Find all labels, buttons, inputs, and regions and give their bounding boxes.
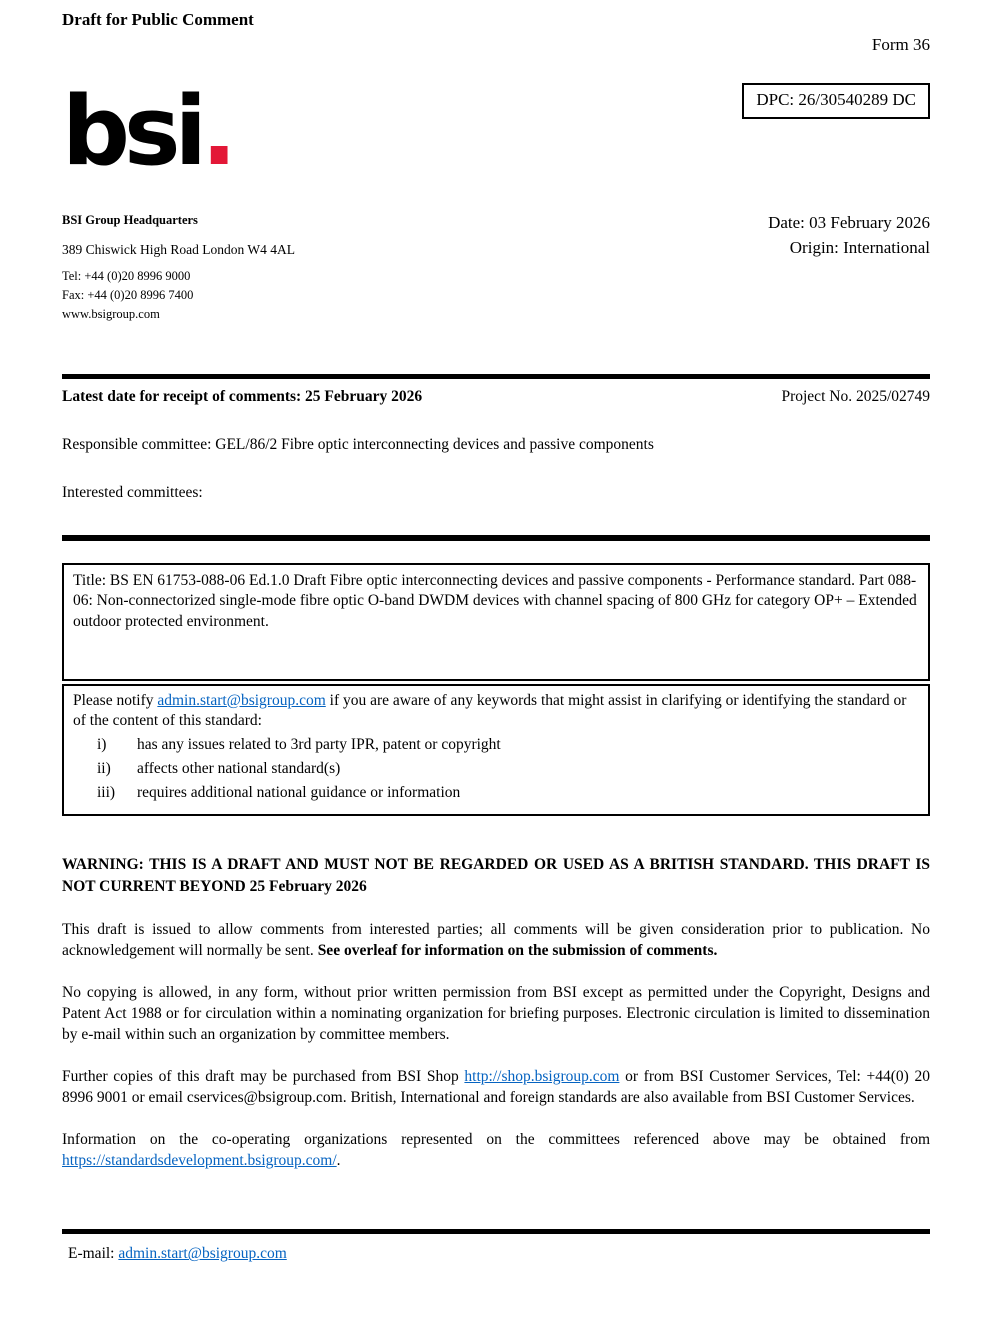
- notify-text-post: if you are aware of any keywords that might assist in clarifying or identifying the standard or of the content of this standard:: [73, 691, 907, 730]
- draft-issued-paragraph: [62, 919, 930, 961]
- top-row: [62, 10, 930, 30]
- list-item: [73, 735, 919, 756]
- no-copying-paragraph: No copying is allowed, in any form, without prior written permission from BSI except as permitted under the Copyright, Designs and Patent Act 1988 or for circulation within a nominating organization for briefing purposes. Electronic circulation is limited to dissemination by e-mail within such an organization by committee members.: [62, 983, 930, 1044]
- notify-email-link[interactable]: admin.start@bsigroup.com: [157, 691, 326, 709]
- list-item-text: requires additional national guidance or information: [137, 783, 461, 801]
- draft-for-public-comment-heading: Draft for Public Comment: [62, 10, 254, 29]
- paragraph-text: Information on the co-operating organizations represented on the committees referenced above may be obtained from: [62, 1131, 930, 1149]
- website-line: www.bsigroup.com: [62, 306, 160, 321]
- form-number: Form 36: [871, 35, 930, 54]
- list-item: [73, 759, 919, 780]
- keywords-notify-box: [62, 684, 930, 817]
- list-item-number: i): [97, 736, 107, 754]
- bsi-shop-link[interactable]: http://shop.bsigroup.com: [464, 1068, 620, 1086]
- list-item-number: ii): [97, 759, 111, 777]
- list-item-number: iii): [97, 783, 116, 801]
- paragraph-text: .: [336, 1152, 341, 1170]
- horizontal-divider: [62, 1229, 930, 1234]
- tel-line: Tel: +44 (0)20 8996 9000: [62, 269, 191, 284]
- bsi-logo: [62, 77, 232, 187]
- standard-title-text: Title: BS EN 61753-088-06 Ed.1.0 Draft Fibre optic interconnecting devices and passive components - Performance standard. Part 088-06: Non-connectorized single-mode fibre optic O-band DWDM devices with channel spacing of 800 GHz for category OP+ – Extended outdoor protected environment.: [73, 571, 917, 631]
- paragraph-text: Further copies of this draft may be purchased from BSI Shop: [62, 1068, 465, 1086]
- contact-date-row: [62, 211, 930, 323]
- form-number-row: [62, 35, 930, 55]
- date-line: Date: 03 February 2026: [768, 213, 930, 233]
- project-number: Project No. 2025/02749: [781, 387, 930, 405]
- paragraph-text: or from BSI Customer Services, Tel: +44(0) 20 8996 9001 or email cservices@bsigroup.com. British, International and foreign standards are also available from BSI Customer Services.: [62, 1068, 931, 1107]
- dpc-number: DPC: 26/30540289 DC: [756, 90, 916, 109]
- warning-paragraph: WARNING: THIS IS A DRAFT AND MUST NOT BE REGARDED OR USED AS A BRITISH STANDARD. THIS DRAFT IS NOT CURRENT BEYOND 25 February 2026: [62, 856, 930, 896]
- email-label: E-mail:: [68, 1245, 119, 1263]
- bsi-logo-red-dot: .: [201, 77, 232, 187]
- paragraph-text: This draft is issued to allow comments from interested parties; all comments will be given consideration prior to publication. No acknowledgement will normally be sent.: [62, 920, 930, 959]
- footer-email-row: [62, 1245, 930, 1263]
- bsi-logo-text: bsi: [62, 77, 202, 187]
- date-origin-block: [768, 211, 930, 260]
- origin-line: Origin: International: [789, 237, 930, 257]
- list-item: [73, 783, 919, 804]
- cooperating-organizations-paragraph: [62, 1129, 930, 1171]
- hq-label: BSI Group Headquarters: [62, 213, 198, 228]
- notify-text-pre: Please notify: [73, 691, 158, 709]
- further-copies-paragraph: [62, 1066, 930, 1108]
- address-line: 389 Chiswick High Road London W4 4AL: [62, 242, 295, 257]
- list-item-text: has any issues related to 3rd party IPR, patent or copyright: [137, 736, 501, 754]
- bsi-contact-block: [62, 211, 295, 323]
- footer-email-link[interactable]: admin.start@bsigroup.com: [118, 1245, 287, 1263]
- responsible-committee-line: Responsible committee: GEL/86/2 Fibre optic interconnecting devices and passive components: [62, 435, 654, 453]
- standard-title-box: [62, 563, 930, 681]
- comments-deadline-row: [62, 388, 930, 406]
- horizontal-divider: [62, 374, 930, 379]
- dpc-number-box: [742, 83, 930, 119]
- see-overleaf-bold-text: See overleaf for information on the submission of comments.: [317, 941, 718, 959]
- list-item-text: affects other national standard(s): [137, 759, 341, 777]
- latest-date-label: Latest date for receipt of comments: 25 February 2026: [62, 387, 423, 405]
- standards-development-link[interactable]: https://standardsdevelopment.bsigroup.com/: [62, 1152, 337, 1170]
- interested-committees-line: Interested committees:: [62, 483, 203, 501]
- logo-dpc-row: [62, 77, 930, 187]
- notify-paragraph: [73, 691, 919, 733]
- fax-line: Fax: +44 (0)20 8996 7400: [62, 288, 194, 302]
- horizontal-divider: [62, 535, 930, 541]
